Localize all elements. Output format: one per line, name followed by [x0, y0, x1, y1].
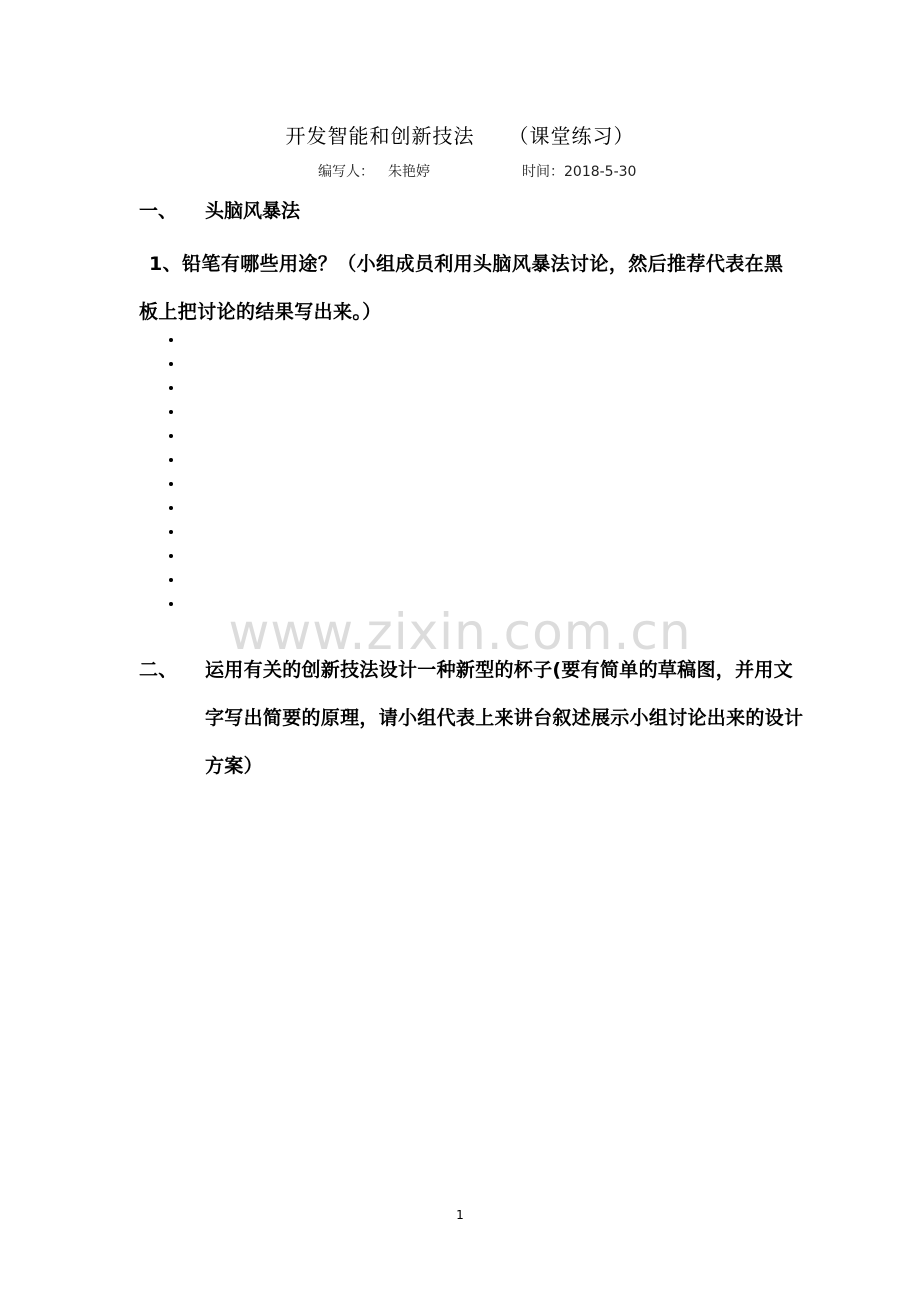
author-label: 编写人： — [318, 164, 374, 180]
document-meta — [318, 161, 636, 181]
page-number: 1 — [456, 1208, 464, 1222]
author-name: 朱艳婷 — [388, 164, 430, 180]
date-value: 2018-5-30 — [564, 164, 637, 180]
section-1-title: 头脑风暴法 — [205, 200, 301, 222]
section-1-heading — [139, 196, 300, 223]
page-title — [0, 120, 920, 149]
date-label: 时间： — [522, 164, 564, 180]
watermark: www.zixin.com.cn — [228, 603, 692, 661]
section-2-number: 二、 — [139, 659, 178, 681]
title-suffix: （课堂练习） — [508, 124, 635, 148]
section-1-number: 一、 — [139, 200, 178, 222]
section-2 — [139, 646, 809, 790]
title-main: 开发智能和创新技法 — [285, 124, 475, 148]
section-2-text: 运用有关的创新技法设计一种新型的杯子(要有简单的草稿图，并用文字写出简要的原理，请小组代表上来讲台叙述展示小组讨论出来的设计方案） — [205, 659, 804, 777]
question-1: 1、铅笔有哪些用途？（小组成员利用头脑风暴法讨论，然后推荐代表在黑板上把讨论的结果写出来。） — [139, 253, 784, 323]
